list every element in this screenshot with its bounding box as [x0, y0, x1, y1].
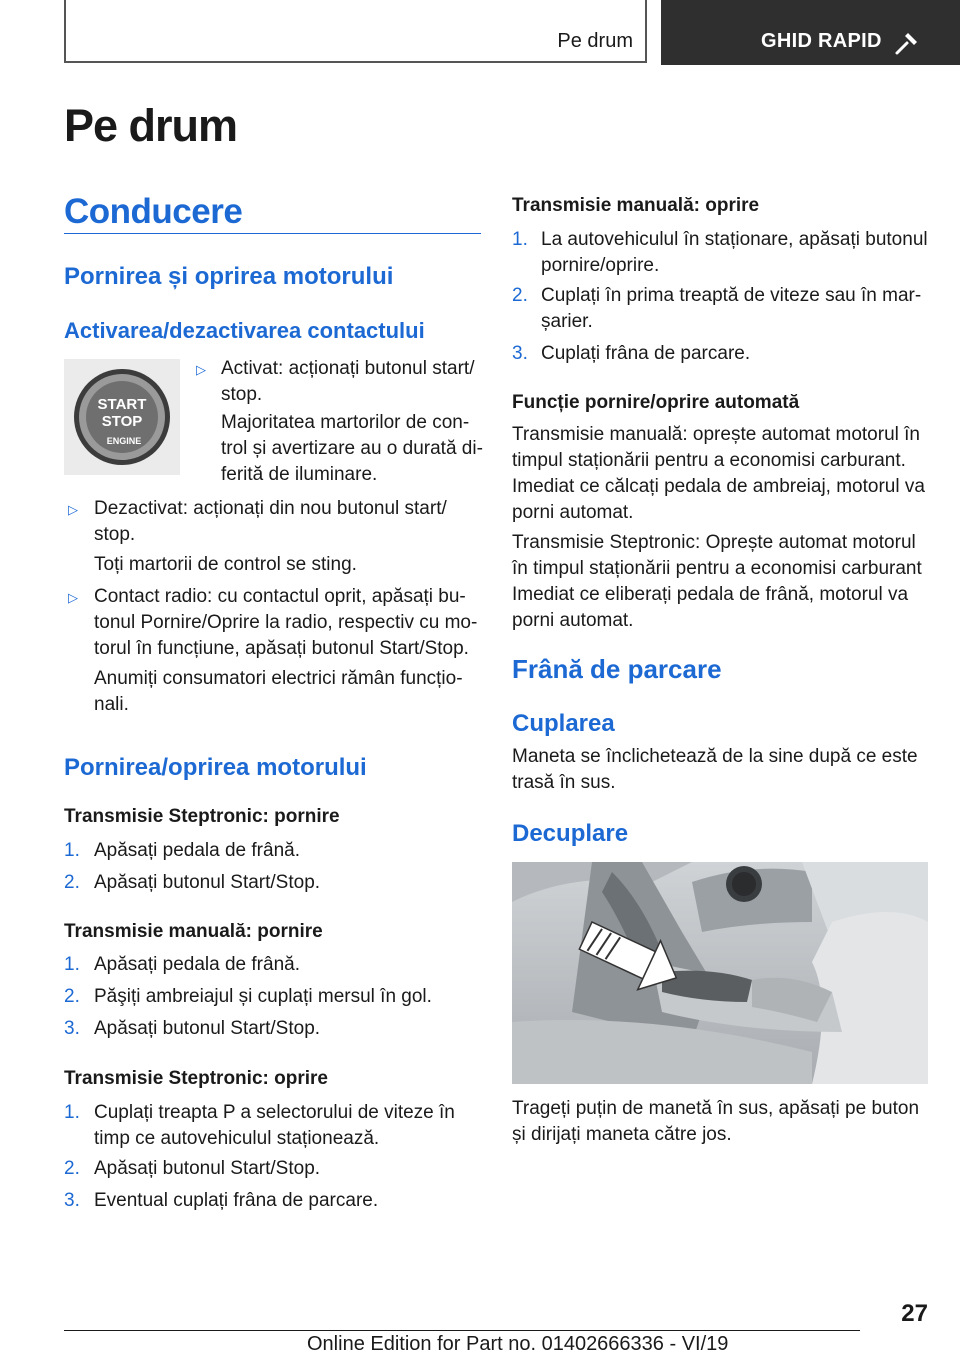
- step-text: Cuplați în prima treaptă de viteze sau în mar- șarier.: [541, 285, 922, 332]
- step-number: 2.: [512, 285, 528, 306]
- page-number: 27: [901, 1300, 928, 1327]
- step-text: Cuplați treapta P a selectorului de viteze în timp ce autovehiculul staționează.: [94, 1102, 455, 1149]
- start-stop-button-image: [64, 359, 180, 475]
- step-text: Eventual cuplați frâna de parcare.: [94, 1190, 379, 1211]
- paragraph-decuplare: Trageți puțin de manetă în sus, apăsați pe buton și dirijați maneta către jos.: [512, 1098, 920, 1145]
- heading-frana-parcare: Frână de parcare: [512, 654, 722, 684]
- step-number: 1.: [512, 229, 528, 250]
- step-number: 1.: [64, 954, 80, 975]
- bullet-subtext: Majoritatea martorilor de con- trol și avertizare au o durată di- ferită de iluminare.: [221, 412, 483, 485]
- header-section-box: [64, 0, 647, 63]
- heading-conducere: Conducere: [64, 192, 243, 231]
- quick-guide-badge: [661, 0, 960, 65]
- step-text: Apăsați butonul Start/Stop.: [94, 1158, 321, 1179]
- bullet-text: Contact radio: cu contactul oprit, apăsați bu- tonul Pornire/Oprire la radio, respectiv cu mo- torul în funcțiune, apăsați butonul Start/Stop.: [94, 586, 478, 659]
- bullet-marker: ▷: [68, 590, 78, 605]
- subheading-steptronic-start: Transmisie Steptronic: pornire: [64, 806, 340, 827]
- bullet-marker: ▷: [196, 362, 206, 377]
- step-text: Păşiți ambreiajul și cuplați mersul în gol.: [94, 986, 432, 1007]
- heading-pornirea-oprirea: Pornirea și oprirea motorului: [64, 263, 394, 290]
- engine-label: ENGINE: [106, 436, 142, 446]
- step-text: Apăsați butonul Start/Stop.: [94, 872, 321, 893]
- step-text: Apăsați pedala de frână.: [94, 954, 300, 975]
- heading-pornirea-motorului: Pornirea/oprirea motorului: [64, 754, 367, 781]
- paragraph-auto-manual: Transmisie manuală: oprește automat motorul în timpul staționării pentru a economisi carburant. Imediat ce călcați pedala de ambreiaj, motorul va porni automat.: [512, 424, 925, 523]
- parking-brake-image: [512, 862, 928, 1084]
- step-number: 3.: [64, 1018, 80, 1039]
- bullet-marker: ▷: [68, 502, 78, 517]
- subheading-steptronic-stop: Transmisie Steptronic: oprire: [64, 1068, 328, 1089]
- paragraph-cuplarea: Maneta se înclichetează de la sine după ce este trasă în sus.: [512, 746, 918, 793]
- step-text: Apăsați butonul Start/Stop.: [94, 1018, 321, 1039]
- step-number: 3.: [64, 1190, 80, 1211]
- bullet-text: Dezactivat: acționați din nou butonul start/ stop.: [94, 498, 447, 545]
- subheading-auto-start-stop: Funcție pornire/oprire automată: [512, 392, 800, 413]
- wrench-icon: [894, 30, 920, 56]
- step-number: 1.: [64, 1102, 80, 1123]
- step-number: 3.: [512, 343, 528, 364]
- header-section-label: Pe drum: [557, 30, 633, 52]
- bullet-text: Activat: acționați butonul start/ stop.: [221, 358, 475, 405]
- stop-label: STOP: [101, 413, 143, 430]
- bullet-subtext: Toți martorii de control se sting.: [94, 554, 357, 575]
- subheading-manual-stop: Transmisie manuală: oprire: [512, 195, 760, 216]
- footer-edition: Online Edition for Part no. 01402666336 - VI/19: [307, 1333, 729, 1355]
- step-number: 1.: [64, 840, 80, 861]
- step-text: Cuplați frâna de parcare.: [541, 343, 751, 364]
- heading-decuplare: Decuplare: [512, 820, 629, 847]
- quick-guide-label: GHID RAPID: [761, 30, 882, 52]
- step-number: 2.: [64, 986, 80, 1007]
- bullet-subtext: Anumiți consumatori electrici rămân funcțio- nali.: [94, 668, 463, 715]
- step-text: Apăsați pedala de frână.: [94, 840, 300, 861]
- subheading-manual-start: Transmisie manuală: pornire: [64, 921, 323, 942]
- footer-divider: [64, 1330, 860, 1331]
- step-text: La autovehiculul în staționare, apăsați butonul pornire/oprire.: [541, 229, 928, 276]
- heading-cuplarea: Cuplarea: [512, 710, 615, 737]
- heading-divider: [64, 233, 481, 234]
- step-number: 2.: [64, 1158, 80, 1179]
- heading-activarea: Activarea/dezactivarea contactului: [64, 318, 425, 343]
- start-label: START: [97, 396, 147, 413]
- paragraph-auto-steptronic: Transmisie Steptronic: Oprește automat motorul în timpul staționării pentru a economisi carburant Imediat ce eliberați pedala de frână, motorul va porni automat.: [512, 532, 922, 631]
- page-title: Pe drum: [64, 100, 238, 151]
- step-number: 2.: [64, 872, 80, 893]
